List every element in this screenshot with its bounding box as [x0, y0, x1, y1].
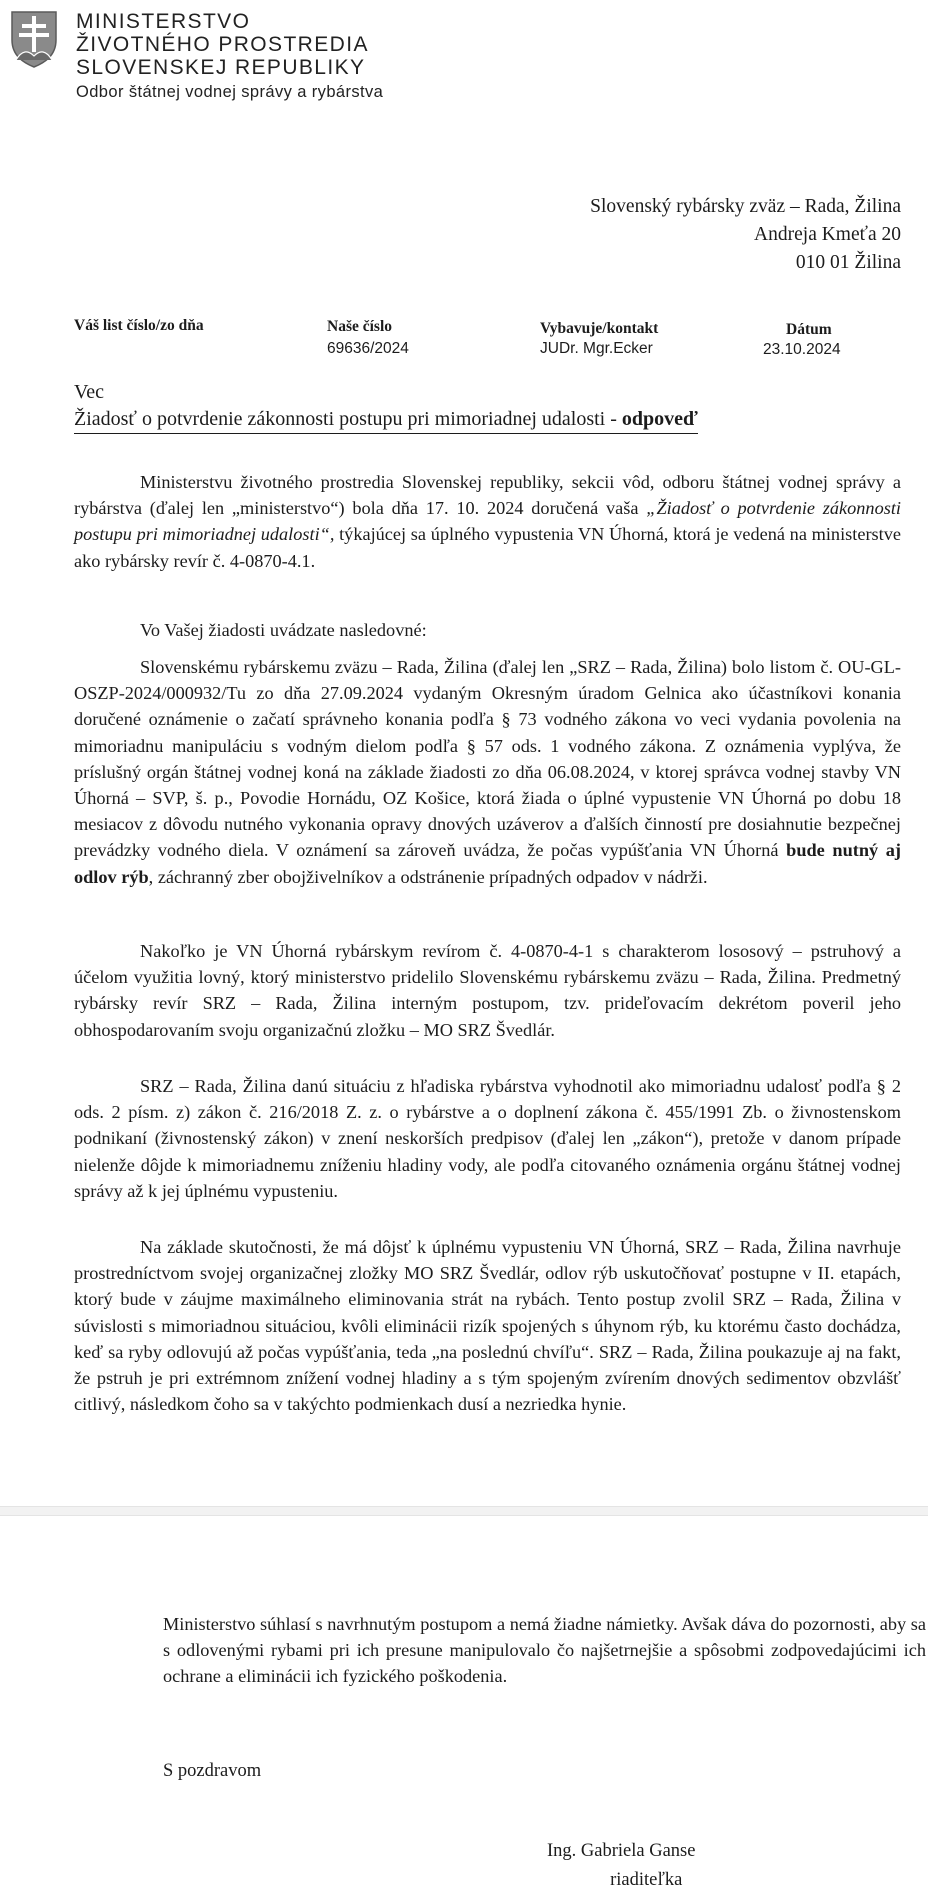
coat-of-arms-icon: [10, 10, 58, 68]
conclusion-paragraph: [163, 1611, 926, 1690]
date-label: Dátum: [786, 321, 832, 338]
request-title: „Žiadosť o potvrdenie zákonnosti postupu pri mimoriadnej udalosti“,: [74, 498, 901, 545]
signer-title: riaditeľka: [610, 1870, 683, 1890]
intro-text-end: týkajúcej sa úplného vypustenia VN Úhorná, ktorá je vedená na ministerstve ako rybársky revír č. 4-0870-4.1.: [74, 524, 901, 571]
date-value: 23.10.2024: [763, 341, 841, 358]
paragraph-4: [74, 1234, 901, 1417]
addressee-name: Slovenský rybársky zväz – Rada, Žilina: [590, 196, 901, 217]
paragraph-2-text: Nakoľko je VN Úhorná rybárskym revírom č. 4-0870-4-1 s charakterom lososový – pstruhový a účelom využitia lovný, ktorý ministerstvo pridelilo Slovenskému rybárskemu zväzu – Rada, Žilina. Predmetný rybársky revír SRZ – Rada, Žilina interným postupom, tzv. prideľovacím dekrétom poveril jeho obhospodarovaním svoju organizačnú zložku – MO SRZ Švedlár.: [74, 941, 901, 1040]
our-number-value: 69636/2024: [327, 340, 409, 357]
ministry-letterhead: [76, 10, 383, 103]
subject-text: Žiadosť o potvrdenie zákonnosti postupu pri mimoriadnej udalosti -: [74, 408, 622, 430]
department-name: Odbor štátnej vodnej správy a rybárstva: [76, 83, 384, 101]
subject-emphasis: odpoveď: [621, 408, 698, 430]
addressee-city: 010 01 Žilina: [795, 252, 901, 273]
paragraph-1-text: Slovenskému rybárskemu zväzu – Rada, Žilina (ďalej len „SRZ – Rada, Žilina) bolo listom č. OU-GL-OSZP-2024/000932/Tu zo dňa 27.09.2024 vydaným Okresným úradom Gelnica ako účastníkovi konania doručené oznámenie o začatí správneho konania podľa § 73 vodného zákona vo veci vydania povolenia na mimoriadnu manipuláciu s vodným dielom podľa § 57 ods. 1 vodného zákona. Z oznámenia vyplýva, že príslušný orgán štátnej vodnej koná na základe žiadosti zo dňa 06.08.2024, v ktorej správca vodnej stavby VN Úhorná – SVP, š. p., Povodie Hornádu, OZ Košice, ktorá žiada o úplné vypustenie VN Úhorná po dobu 18 mesiacov z dôvodu nutného vykonania opravy dnových uzáverov a ďalších činností pre dosiahnutie bezpečnej prevádzky vodného diela. V oznámení sa zároveň uvádza, že počas vypúšťania VN Úhorná: [74, 657, 901, 861]
signer-name: Ing. Gabriela Ganse: [547, 1841, 696, 1861]
page-break: [0, 1506, 928, 1516]
ministry-name-line3: SLOVENSKEJ REPUBLIKY: [76, 56, 366, 79]
signature-block: [547, 1837, 695, 1895]
subject-label: Vec: [74, 381, 104, 403]
section-intro: [74, 617, 901, 643]
paragraph-1-bold: bude nutný aj odlov rýb: [74, 840, 902, 887]
paragraph-3-text: SRZ – Rada, Žilina danú situáciu z hľadiska rybárstva vyhodnotil ako mimoriadnu udalosť podľa § 2 ods. 2 písm. z) zákon č. 216/2018 Z. z. o rybárstve a o doplnení zákona č. 455/1991 Zb. o živnostenskom podnikaní (živnostenský zákon) v znení neskorších predpisov (ďalej len „zákon“), pretože v danom prípade nielenže dôjde k mimoriadnemu zníženiu hladiny vody, ale podľa citovaného oznámenia orgánu štátnej vodnej správy až k jej úplnému vypusteniu.: [74, 1076, 901, 1201]
section-intro-text: Vo Vašej žiadosti uvádzate nasledovné:: [140, 620, 427, 640]
paragraph-2: [74, 938, 901, 1043]
contact-label: Vybavuje/kontakt: [540, 320, 659, 337]
paragraph-3: [74, 1073, 901, 1204]
your-letter-label: Váš list číslo/zo dňa: [74, 317, 204, 334]
farewell: S pozdravom: [163, 1761, 262, 1781]
ministry-name-line1: MINISTERSTVO: [76, 10, 251, 33]
addressee-block: [590, 193, 901, 277]
contact-value: JUDr. Mgr.Ecker: [540, 340, 653, 357]
paragraph-1-text-end: , záchranný zber obojživelníkov a odstránenie prípadných odpadov v nádrži.: [148, 866, 708, 887]
ministry-name-line2: ŽIVOTNÉHO PROSTREDIA: [76, 33, 369, 56]
intro-text-start: Ministerstvu životného prostredia Slovenskej republiky, sekcii vôd, odboru štátnej vodnej správy a rybárstva (ďalej len „ministerstvo“) bola dňa 17. 10. 2024 doručená vaša: [74, 472, 901, 519]
subject-line: [74, 408, 698, 434]
paragraph-1: [74, 654, 901, 890]
addressee-street: Andreja Kmeťa 20: [754, 224, 901, 245]
intro-paragraph: [74, 469, 901, 574]
our-number-label: Naše číslo: [327, 318, 393, 335]
conclusion-text: Ministerstvo súhlasí s navrhnutým postupom a nemá žiadne námietky. Avšak dáva do pozornosti, aby sa s odlovenými rybami pri ich presune manipulovalo čo najšetrnejšie a spôsobmi zodpovedajúcimi ich ochrane a eliminácii ich fyzického poškodenia.: [163, 1614, 926, 1687]
paragraph-4-text: Na základe skutočnosti, že má dôjsť k úplnému vypusteniu VN Úhorná, SRZ – Rada, Žilina navrhuje prostredníctvom svojej organizačnej zložky MO SRZ Švedlár, odlov rýb uskutočňovať postupne v II. etapách, ktorý bude v záujme maximálneho eliminovania strát na rybách. Tento postup zvolil SRZ – Rada, Žilina v súvislosti s mimoriadnou situáciou, kvôli eliminácii rizík spojených s úhynom rýb, ku ktorému často dochádza, keď sa ryby odlovujú až počas vypúšťania, teda „na poslednú chvíľu“. SRZ – Rada, Žilina poukazuje aj na fakt, že pstruh je pri extrémnom znížení vodnej hladiny a s tým spojeným zvírením dnových sedimentov obzvlášť citlivý, následkom čoho sa v takýchto podmienkach dusí a nezriedka hynie.: [74, 1237, 901, 1415]
